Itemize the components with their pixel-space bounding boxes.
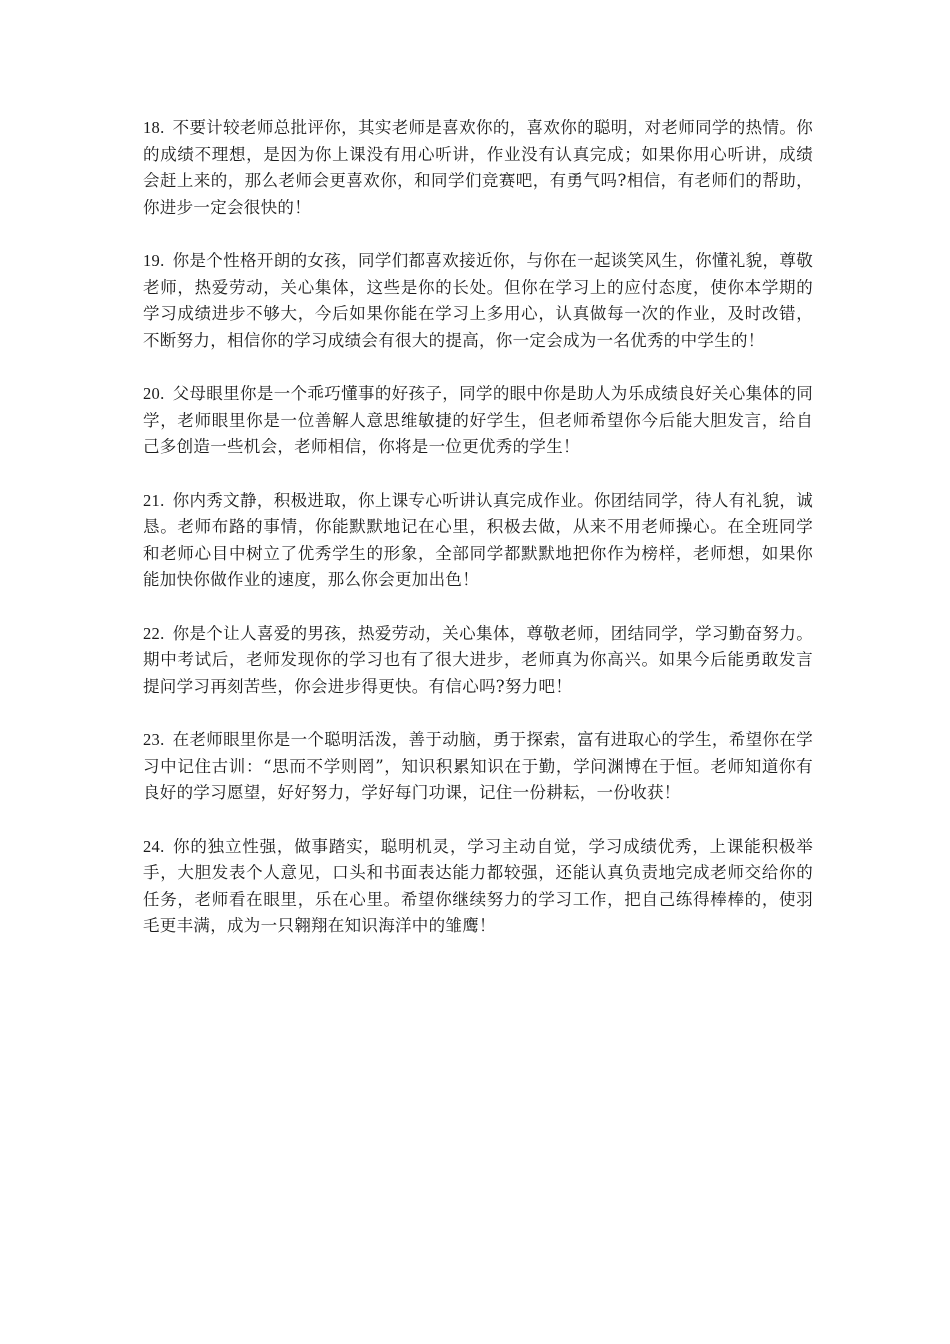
comment-paragraph-20	[143, 381, 813, 461]
paragraph-number: 24.	[143, 836, 165, 856]
comment-paragraph-21	[143, 488, 813, 594]
paragraph-number: 23.	[143, 730, 165, 749]
paragraph-number: 19.	[143, 251, 165, 270]
comment-paragraph-19	[143, 248, 813, 354]
paragraph-text: 在老师眼里你是一个聪明活泼，善于动脑，勇于探索，富有进取心的学生，希望你在学习中记住古训：“思而不学则罔”，知识积累知识在于勤，学问渊博在于恒。老师知道你有良好的学习愿望，好好努力，学好每门功课，记住一份耕耘，一份收获！	[143, 730, 813, 802]
paragraph-text: 父母眼里你是一个乖巧懂事的好孩子，同学的眼中你是助人为乐成绩良好关心集体的同学，老师眼里你是一位善解人意思维敏捷的好学生，但老师希望你今后能大胆发言，给自己多创造一些机会，老师相信，你将是一位更优秀的学生！	[143, 384, 813, 456]
paragraph-number: 21.	[143, 490, 165, 510]
paragraph-number: 18.	[143, 118, 165, 137]
paragraph-text: 你是个让人喜爱的男孩，热爱劳动，关心集体，尊敬老师，团结同学，学习勤奋努力。期中考试后，老师发现你的学习也有了很大进步，老师真为你高兴。如果今后能勇敢发言提问学习再刻苦些，你会进步得更快。有信心吗?努力吧！	[143, 623, 813, 696]
comment-paragraph-18	[143, 115, 813, 221]
paragraph-text: 你是个性格开朗的女孩，同学们都喜欢接近你，与你在一起谈笑风生，你懂礼貌，尊敬老师，热爱劳动，关心集体，这些是你的长处。但你在学习上的应付态度，使你本学期的学习成绩进步不够大，今后如果你能在学习上多用心，认真做每一次的作业，及时改错，不断努力，相信你的学习成绩会有很大的提高，你一定会成为一名优秀的中学生的！	[143, 251, 813, 350]
comment-paragraph-24	[143, 834, 813, 940]
paragraph-number: 22.	[143, 623, 165, 643]
comment-paragraph-23	[143, 727, 813, 807]
document-body	[143, 115, 813, 967]
paragraph-text: 不要计较老师总批评你，其实老师是喜欢你的，喜欢你的聪明，对老师同学的热情。你的成绩不理想，是因为你上课没有用心听讲，作业没有认真完成；如果你用心听讲，成绩会赶上来的，那么老师会更喜欢你，和同学们竞赛吧，有勇气吗?相信，有老师们的帮助，你进步一定会很快的！	[143, 118, 813, 217]
paragraph-text: 你的独立性强，做事踏实，聪明机灵，学习主动自觉，学习成绩优秀，上课能积极举手，大胆发表个人意见，口头和书面表达能力都较强，还能认真负责地完成老师交给你的任务，老师看在眼里，乐在心里。希望你继续努力的学习工作，把自己练得棒棒的，使羽毛更丰满，成为一只翱翔在知识海洋中的雏鹰！	[143, 836, 813, 935]
paragraph-number: 20.	[143, 384, 165, 403]
comment-paragraph-22	[143, 621, 813, 701]
paragraph-text: 你内秀文静，积极进取，你上课专心听讲认真完成作业。你团结同学，待人有礼貌，诚恳。老师布路的事情，你能默默地记在心里，积极去做，从来不用老师操心。在全班同学和老师心目中树立了优秀学生的形象，全部同学都默默地把你作为榜样，老师想，如果你能加快你做作业的速度，那么你会更加出色！	[143, 490, 813, 589]
